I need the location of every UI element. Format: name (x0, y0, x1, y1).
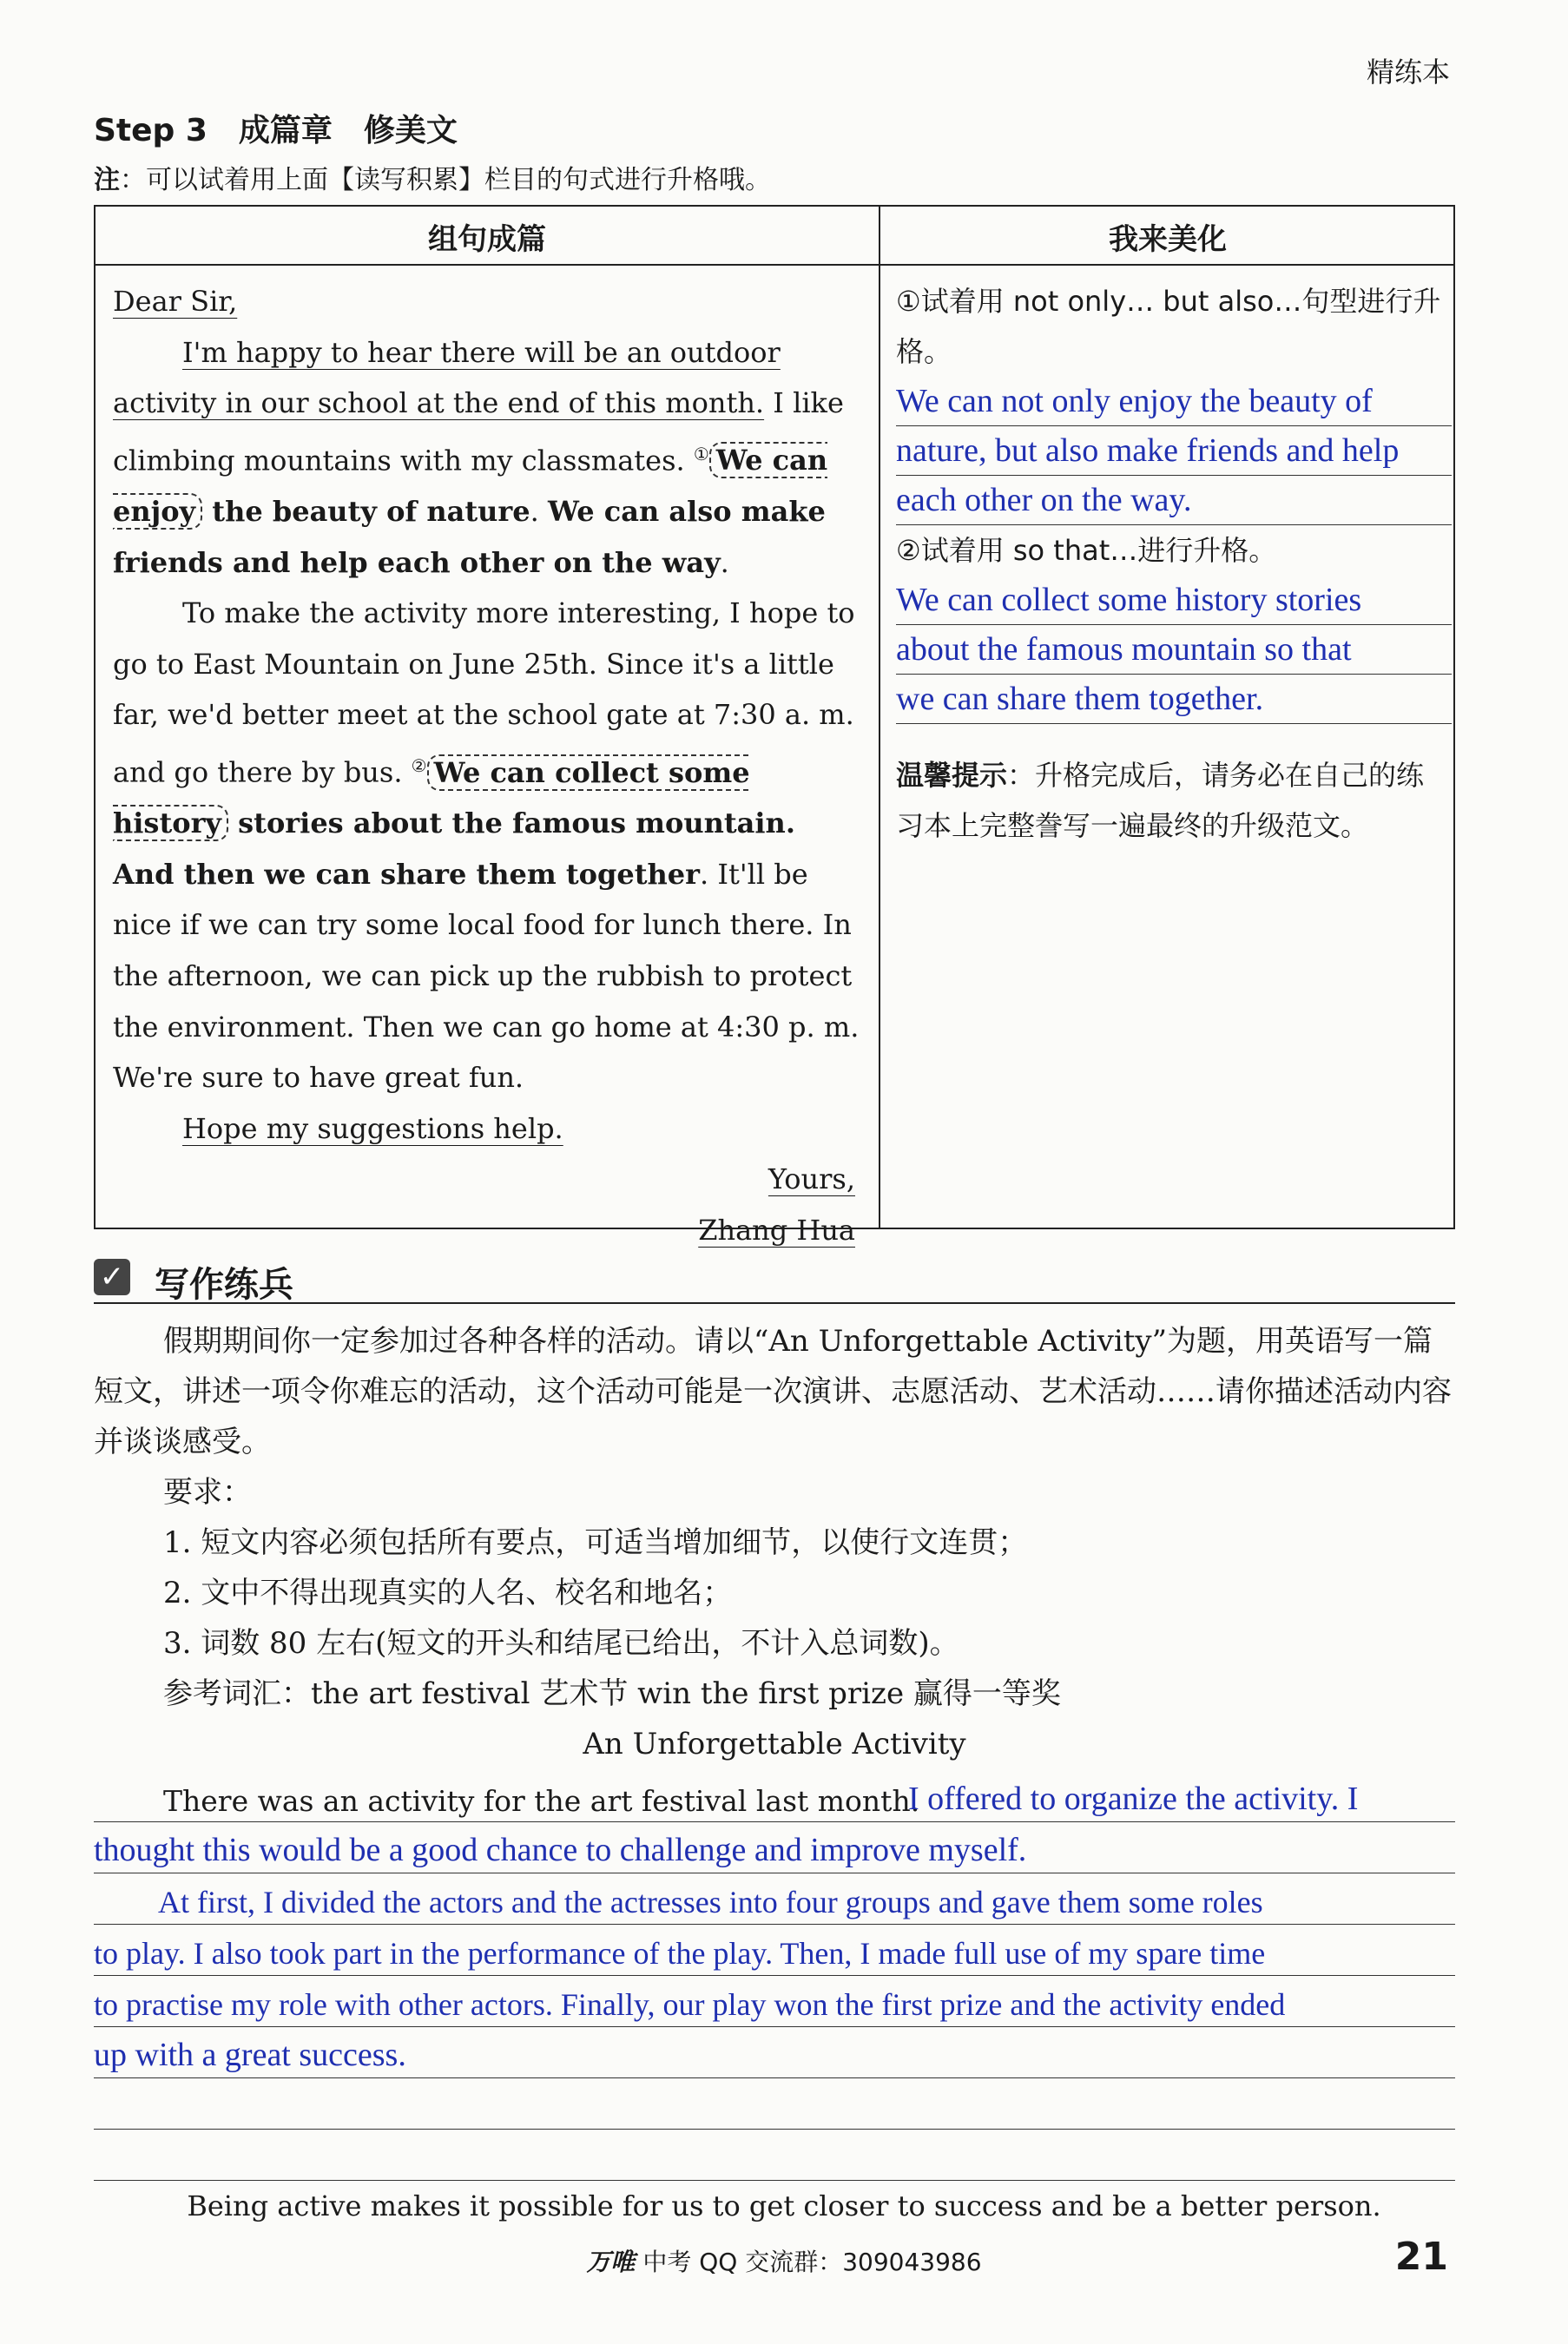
essay-line (94, 1976, 1455, 2027)
answer-2-line-1: We can collect some history stories (896, 576, 1452, 625)
answer-1-line-1: We can not only enjoy the beauty of (896, 377, 1452, 426)
letter-p2-a: To make the activity more interesting, I hope to go to East Mountain on June 25th. Since it's a little far, we'd better meet at the school gate at 7:30 a. m. and go there by bus. (113, 596, 855, 789)
instruction-2: ②试着用 so that…进行升格。 (896, 534, 1277, 567)
essay-lines (94, 1771, 1455, 2181)
essay-start: There was an activity for the art festival last month. (163, 1784, 920, 1818)
essay-line-blank (94, 2078, 1455, 2130)
answer-1-line-2: nature, but also make friends and help (896, 426, 1452, 476)
requirement-2: 2. 文中不得出现真实的人名、校名和地名； (163, 1576, 733, 1610)
essay-answer: up with a great success. (94, 2037, 406, 2073)
signature: Zhang Hua (698, 1214, 855, 1247)
section-header (94, 1254, 1455, 1304)
table-divider (879, 207, 880, 1228)
letter-p1-plain: . (530, 495, 548, 529)
mark-2: ② (411, 755, 427, 776)
essay-answer: to play. I also took part in the performance of the play. Then, I made full use of my spare time (94, 1936, 1266, 1971)
greeting: Dear Sir, (113, 285, 238, 318)
step-title: Step 3 成篇章 修美文 (94, 113, 458, 148)
quote: Being active makes it possible for us to get closer to success and be a better person. (187, 2189, 1381, 2222)
essay-line (94, 1925, 1455, 1976)
tip-label: 温馨提示 (896, 759, 1008, 792)
requirement-3: 3. 词数 80 左右(短文的开头和结尾已给出，不计入总词数)。 (163, 1626, 959, 1661)
letter-p3: Hope my suggestions help. (182, 1111, 563, 1145)
essay-title: An Unforgettable Activity (583, 1727, 966, 1761)
requirements-label: 要求： (163, 1475, 252, 1510)
table-header-line (96, 264, 1453, 266)
essay-answer: At first, I divided the actors and the actresses into four groups and gave them some roles (158, 1885, 1263, 1919)
prompt-text: 假期期间你一定参加过各种各样的活动。请以“An Unforgettable Activity”为题，用英语写一篇短文，讲述一项令你难忘的活动，这个活动可能是一次演讲、志愿活动、艺术活动……请你描述活动内容并谈谈感受。 (94, 1324, 1452, 1459)
letter-p2-bold-b: stories about the famous mountain. And then we can share them together (113, 807, 795, 891)
header-label: 精练本 (1366, 56, 1450, 89)
note (94, 158, 771, 196)
checkbox-icon: ✓ (94, 1259, 130, 1295)
highlight-2: We can collect some history (113, 755, 750, 840)
mark-1: ① (693, 443, 709, 464)
highlight-1: We can enjoy (113, 444, 828, 529)
answer-2-line-2: about the famous mountain so that (896, 625, 1452, 675)
letter-p1-rest: I like climbing mountains with my classmates. (113, 386, 844, 477)
footer (0, 2243, 1568, 2278)
compose-table (94, 205, 1455, 1247)
essay-answer: I offered to organize the activity. I (908, 1781, 1359, 1817)
answer-1-line-3: each other on the way. (896, 476, 1452, 525)
tip (896, 750, 1452, 851)
note-text: ：可以试着用上面【读写积累】栏目的句式进行升格哦。 (120, 165, 771, 195)
instruction-1: ①试着用 not only… but also…句型进行升格。 (896, 285, 1441, 368)
essay-answer: to practise my role with other actors. Finally, our play won the first prize and the activity ended (94, 1987, 1286, 2022)
letter-p1-end: . (720, 545, 729, 579)
letter-p1-bold-b: the beauty of nature (202, 495, 530, 529)
essay-answer: thought this would be a good chance to challenge and improve myself. (94, 1832, 1027, 1868)
brand-logo: 万唯 (586, 2248, 636, 2276)
footer-text: 中考 QQ 交流群：309043986 (635, 2248, 982, 2276)
essay-line (94, 1822, 1455, 1873)
answer-2-line-3: we can share them together. (896, 675, 1452, 724)
section-title: 写作练兵 (155, 1265, 293, 1305)
letter (113, 276, 864, 1256)
closing: Yours, (768, 1162, 855, 1196)
essay-line-blank (94, 2130, 1455, 2181)
essay-line (94, 2027, 1455, 2078)
column-header-beautify: 我来美化 (1109, 222, 1227, 257)
essay-line (94, 1873, 1455, 1925)
page-number: 21 (1394, 2235, 1448, 2279)
requirement-1: 1. 短文内容必须包括所有要点，可适当增加细节，以使行文连贯； (163, 1525, 1028, 1560)
vocabulary: 参考词汇：the art festival 艺术节 win the first prize 赢得一等奖 (163, 1676, 1061, 1711)
letter-p2-rest: . It'll be nice if we can try some local food for lunch there. In the afternoon, we can pick up the rubbish to protect the environment. Then we can go home at 4:30 p. m. We're sure to have great fun. (113, 857, 860, 1095)
note-prefix: 注 (94, 165, 120, 195)
beautify-column (896, 276, 1452, 851)
letter-p1-underlined: I'm happy to hear there will be an outdoor activity in our school at the end of this month. (113, 335, 781, 420)
writing-prompt (94, 1316, 1455, 1769)
tip-text: ：升格完成后，请务必在自己的练习本上完整誊写一遍最终的升级范文。 (896, 759, 1425, 842)
essay-line (94, 1771, 1455, 1822)
column-header-compose: 组句成篇 (428, 222, 546, 257)
letter-p1-bold-c: We can also make friends and help each other on the way (113, 495, 826, 579)
